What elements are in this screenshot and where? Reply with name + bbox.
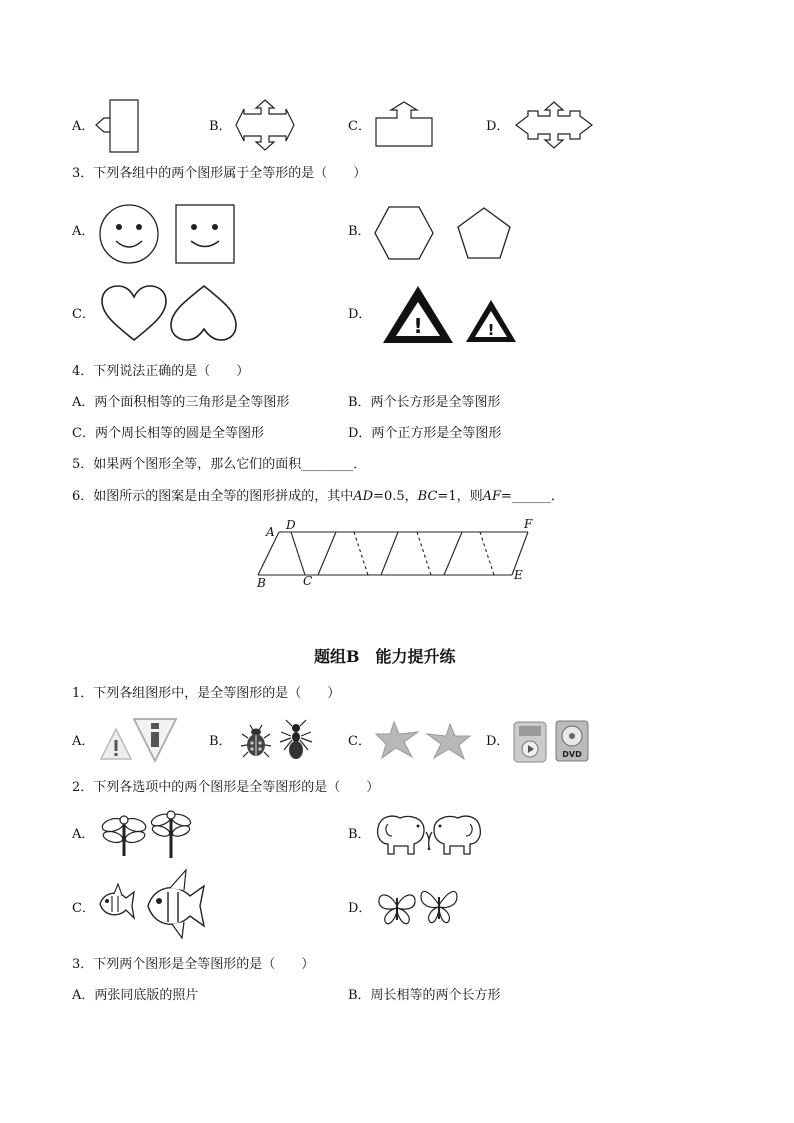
ant-icon <box>276 718 316 762</box>
hexagon-icon <box>374 205 434 261</box>
q4-option-b: B．两个长方形是全等图形 <box>348 395 501 410</box>
label-e: E <box>514 568 523 582</box>
b2-option-b-label: B． <box>348 827 371 842</box>
label-b: B <box>257 576 266 590</box>
media-player-icon <box>512 720 548 764</box>
b3-option-a: A．两张同底版的照片 <box>72 988 199 1003</box>
b1-option-a-label: A． <box>72 734 95 749</box>
b1-option-b-label: B． <box>209 734 232 749</box>
smiley-square-icon <box>175 204 235 264</box>
heart-upright-icon <box>100 284 168 344</box>
q3-option-a-label: A． <box>72 224 95 239</box>
q2-option-c-label: C． <box>348 119 371 134</box>
q2-option-c-figure <box>374 100 436 150</box>
q4-stem: 4．下列说法正确的是（ ） <box>72 364 250 379</box>
pentagon-icon <box>456 206 512 260</box>
heart-inverted-icon <box>168 283 238 343</box>
b1-stem: 1．下列各组图形中，是全等图形的是（ ） <box>72 686 341 701</box>
q3-option-d-label: D． <box>348 307 372 322</box>
b2-option-a-label: A． <box>72 827 95 842</box>
label-f: F <box>524 517 533 531</box>
q6-stem: 6．如图所示的图案是由全等的图形拼成的，其中AD=0.5，BC=1，则AF=______． <box>72 489 564 504</box>
q2-option-d-figure <box>512 100 596 150</box>
q3-stem: 3．下列各组中的两个图形属于全等形的是（ ） <box>72 166 367 181</box>
warning-mark-small: ! <box>487 321 495 339</box>
b3-option-b: B．周长相等的两个长方形 <box>348 988 501 1003</box>
elephant-left-icon <box>374 810 432 858</box>
b1-option-c-label: C． <box>348 734 371 749</box>
warning-mark-large: ! <box>413 314 423 338</box>
parallelogram-tiling-figure <box>255 517 545 589</box>
starfish-right-icon <box>424 722 472 760</box>
q5-stem: 5．如果两个图形全等，那么它们的面积________． <box>72 457 367 472</box>
elephant-right-icon <box>428 810 484 858</box>
beetle-icon <box>240 724 272 760</box>
dvd-label: DVD <box>562 750 582 759</box>
dvd-icon <box>554 719 590 763</box>
warning-sign-gray-icon <box>99 726 133 762</box>
b2-option-c-label: C． <box>72 901 95 916</box>
dragonfly-left-icon <box>100 812 148 860</box>
q4-option-a: A．两个面积相等的三角形是全等图形 <box>72 395 290 410</box>
smiley-circle-icon <box>98 203 160 265</box>
section-b-heading: 题组B 能力提升练 <box>314 647 456 666</box>
warning-small-icon <box>465 298 517 344</box>
q2-option-b-label: B． <box>209 119 232 134</box>
warning-large-icon <box>381 283 455 345</box>
fish-small-icon <box>96 882 136 924</box>
q2-option-d-label: D． <box>486 119 510 134</box>
butterfly-right-icon <box>418 885 460 927</box>
q2-option-a-label: A． <box>72 119 95 134</box>
starfish-left-icon <box>374 720 420 760</box>
q2-option-b-figure <box>234 98 296 152</box>
q3-option-c-label: C． <box>72 307 95 322</box>
label-a: A <box>266 525 275 539</box>
b1-option-d-label: D． <box>486 734 510 749</box>
q4-option-d: D．两个正方形是全等图形 <box>348 426 502 441</box>
fish-large-icon <box>142 866 208 942</box>
butterfly-left-icon <box>376 888 418 928</box>
q3-option-b-label: B． <box>348 224 371 239</box>
q4-option-c: C．两个周长相等的圆是全等图形 <box>72 426 264 441</box>
b3-stem: 3．下列两个图形是全等图形的是（ ） <box>72 957 315 972</box>
b2-stem: 2．下列各选项中的两个图形是全等图形的是（ ） <box>72 780 380 795</box>
q2-option-a-figure <box>92 98 142 154</box>
dragonfly-right-icon <box>150 806 192 862</box>
b2-option-d-label: D． <box>348 901 372 916</box>
label-c: C <box>303 574 313 588</box>
info-sign-gray-icon <box>132 716 178 764</box>
label-d: D <box>286 518 296 532</box>
